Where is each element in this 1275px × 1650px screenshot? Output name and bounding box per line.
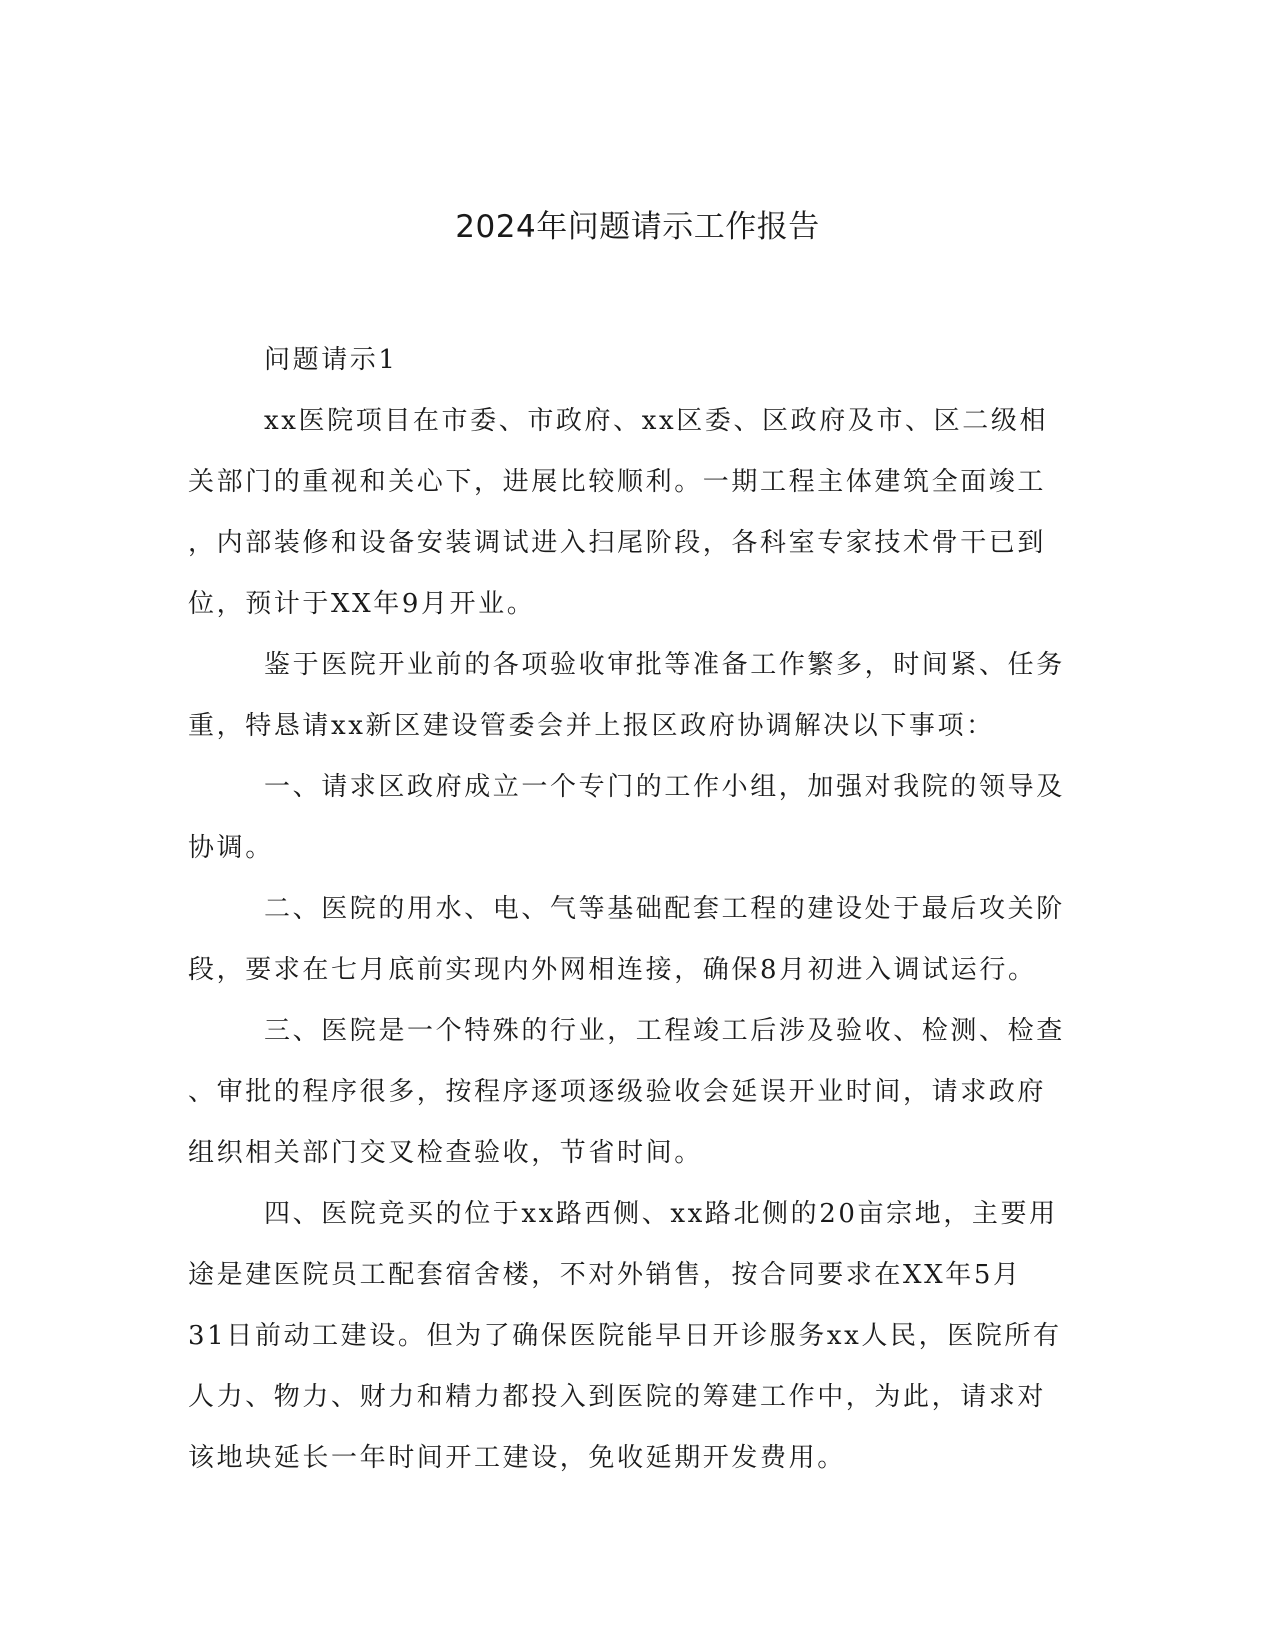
text-line: 关部门的重视和关心下，进展比较顺利。一期工程主体建筑全面竣工 bbox=[188, 467, 1047, 497]
paragraph-request-intro bbox=[188, 635, 1068, 757]
text-line: xx医院项目在市委、市政府、xx区委、区政府及市、区二级相 bbox=[264, 406, 1049, 436]
text-line: 二、医院的用水、电、气等基础配套工程的建设处于最后攻关阶 bbox=[264, 894, 1065, 924]
text-line: 段，要求在七月底前实现内外网相连接，确保8月初进入调试运行。 bbox=[188, 955, 1037, 985]
text-line: 、审批的程序很多，按程序逐项逐级验收会延误开业时间，请求政府 bbox=[188, 1077, 1047, 1107]
document-title: 2024年问题请示工作报告 bbox=[455, 209, 820, 245]
text-line: 人力、物力、财力和精力都投入到医院的筹建工作中，为此，请求对 bbox=[188, 1382, 1047, 1412]
text-line: 一、请求区政府成立一个专门的工作小组，加强对我院的领导及 bbox=[264, 772, 1065, 802]
text-line: 三、医院是一个特殊的行业，工程竣工后涉及验收、检测、检查 bbox=[264, 1016, 1065, 1046]
text-line: 途是建医院员工配套宿舍楼，不对外销售，按合同要求在XX年5月 bbox=[188, 1260, 1022, 1290]
text-line: 重，特恳请xx新区建设管委会并上报区政府协调解决以下事项： bbox=[188, 711, 995, 741]
paragraph-item-3 bbox=[188, 1001, 1068, 1184]
paragraph-section-heading bbox=[188, 330, 1068, 391]
document-body bbox=[188, 330, 1068, 1489]
paragraph-project-status bbox=[188, 391, 1068, 635]
paragraph-item-1 bbox=[188, 757, 1068, 879]
text-line: 31日前动工建设。但为了确保医院能早日开诊服务xx人民，医院所有 bbox=[188, 1321, 1062, 1351]
text-line: 四、医院竞买的位于xx路西侧、xx路北侧的20亩宗地，主要用 bbox=[264, 1199, 1058, 1229]
text-line: 问题请示1 bbox=[264, 345, 398, 375]
paragraph-item-4 bbox=[188, 1184, 1068, 1489]
text-line: 位，预计于XX年9月开业。 bbox=[188, 589, 536, 619]
text-line: 协调。 bbox=[188, 833, 274, 863]
text-line: 鉴于医院开业前的各项验收审批等准备工作繁多，时间紧、任务 bbox=[264, 650, 1065, 680]
text-line: 组织相关部门交叉检查验收，节省时间。 bbox=[188, 1138, 703, 1168]
paragraph-item-2 bbox=[188, 879, 1068, 1001]
text-line: ，内部装修和设备安装调试进入扫尾阶段，各科室专家技术骨干已到 bbox=[188, 528, 1047, 558]
text-line: 该地块延长一年时间开工建设，免收延期开发费用。 bbox=[188, 1443, 846, 1473]
